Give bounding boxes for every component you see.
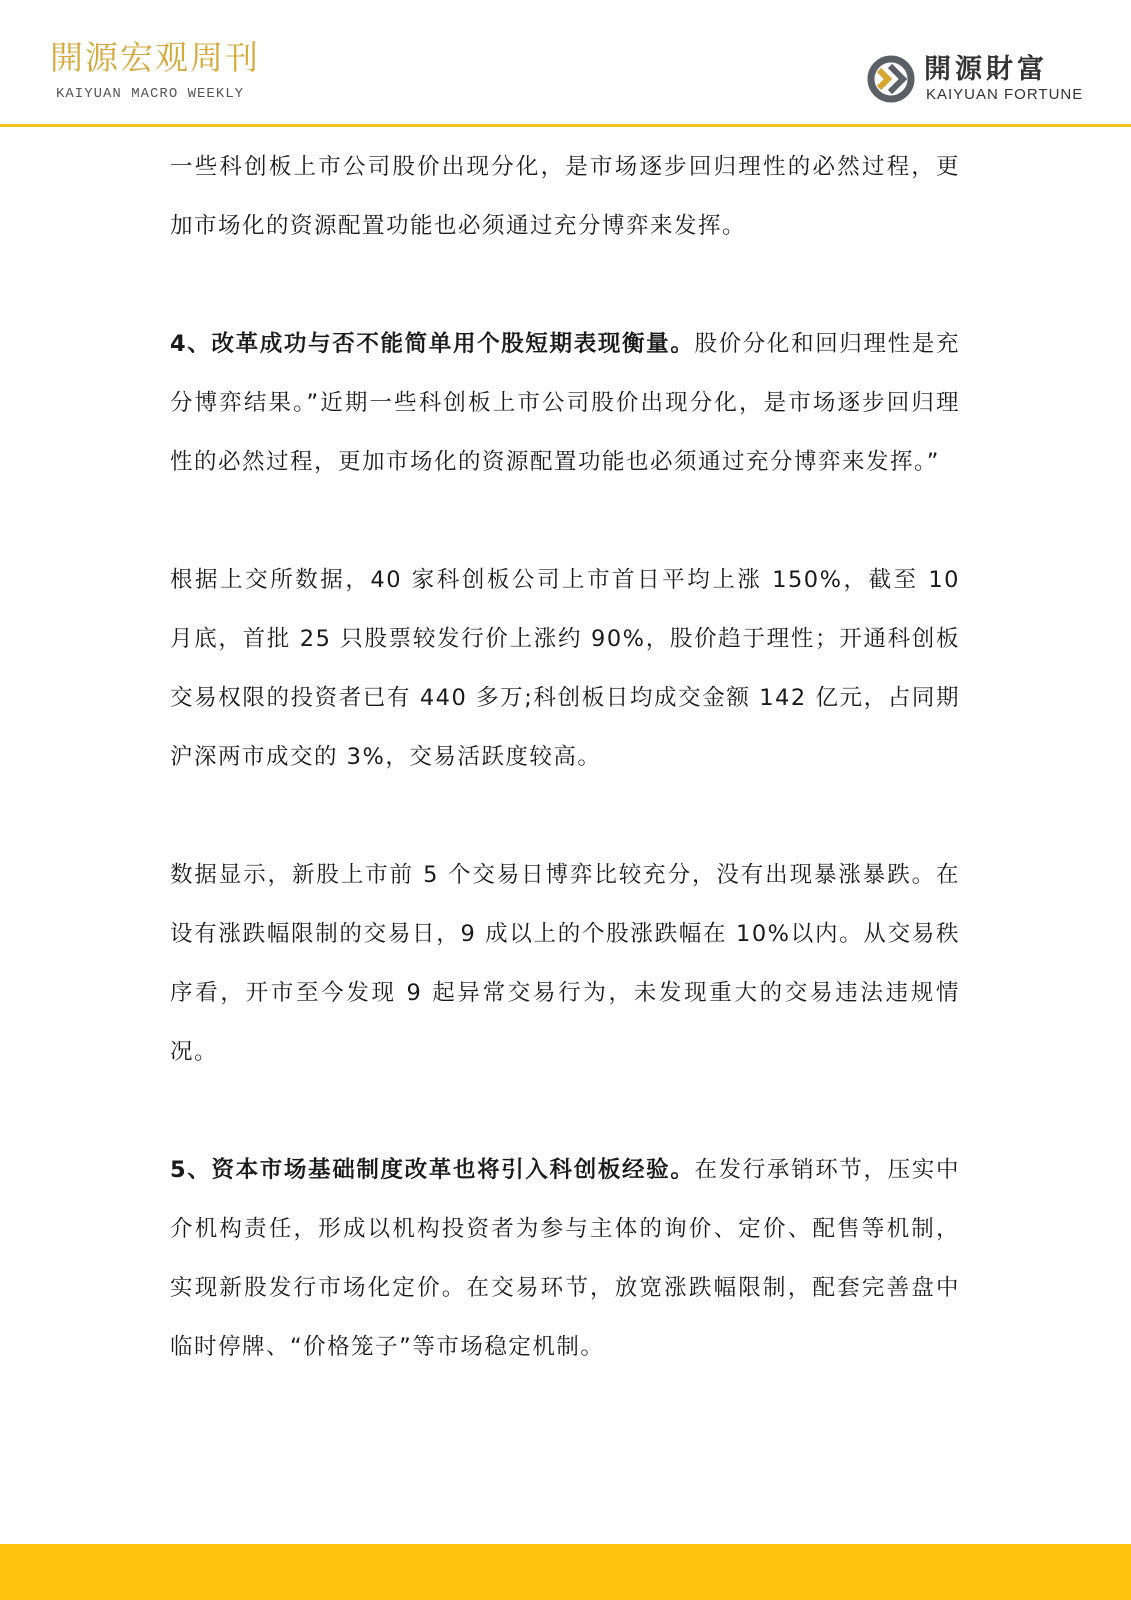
section-heading: 4、改革成功与否不能简单用个股短期表现衡量。 <box>170 331 695 357</box>
paragraph <box>170 846 960 1082</box>
header-divider <box>0 124 1131 127</box>
kaiyuan-k-logo-icon <box>866 54 916 104</box>
paragraph <box>170 1141 960 1377</box>
paragraph-text: 数据显示，新股上市前 5 个交易日博弈比较充分，没有出现暴涨暴跌。在设有涨跌幅限制的交易日，9 成以上的个股涨跌幅在 10%以内。从交易秩序看，开市至今发现 9 起异常交易行为，未发现重大的交易违法违规情况。 <box>170 862 960 1065</box>
paragraph-text: 一些科创板上市公司股价出现分化，是市场逐步回归理性的必然过程，更加市场化的资源配置功能也必须通过充分博弈来发挥。 <box>170 154 960 239</box>
page-header <box>0 0 1131 126</box>
paragraph-text: 股价分化和回归理性是充分博弈结果。”近期一些科创板上市公司股价出现分化，是市场逐步回归理性的必然过程，更加市场化的资源配置功能也必须通过充分博弈来发挥。” <box>170 331 960 475</box>
publication-title: 開源宏观周刊 <box>50 38 260 77</box>
paragraph-text: 在发行承销环节，压实中介机构责任，形成以机构投资者为参与主体的询价、定价、配售等机制，实现新股发行市场化定价。在交易环节，放宽涨跌幅限制，配套完善盘中临时停牌、“价格笼子”等市场稳定机制。 <box>170 1157 960 1360</box>
article-body <box>170 138 960 1436</box>
logo-chinese-name: 開源財富 <box>924 54 1048 85</box>
section-heading: 5、资本市场基础制度改革也将引入科创板经验。 <box>170 1157 695 1183</box>
footer-bar <box>0 1544 1131 1600</box>
paragraph <box>170 315 960 492</box>
paragraph <box>170 551 960 787</box>
logo-english-name: KAIYUAN FORTUNE <box>926 86 1084 103</box>
paragraph-text: 根据上交所数据，40 家科创板公司上市首日平均上涨 150%，截至 10 月底，首批 25 只股票较发行价上涨约 90%，股价趋于理性；开通科创板交易权限的投资者已有 440 多万;科创板日均成交金额 142 亿元，占同期沪深两市成交的 3%，交易活跃度较高。 <box>170 567 960 770</box>
company-logo <box>866 54 1086 104</box>
publication-subtitle: KAIYUAN MACRO WEEKLY <box>56 86 245 102</box>
paragraph <box>170 138 960 256</box>
